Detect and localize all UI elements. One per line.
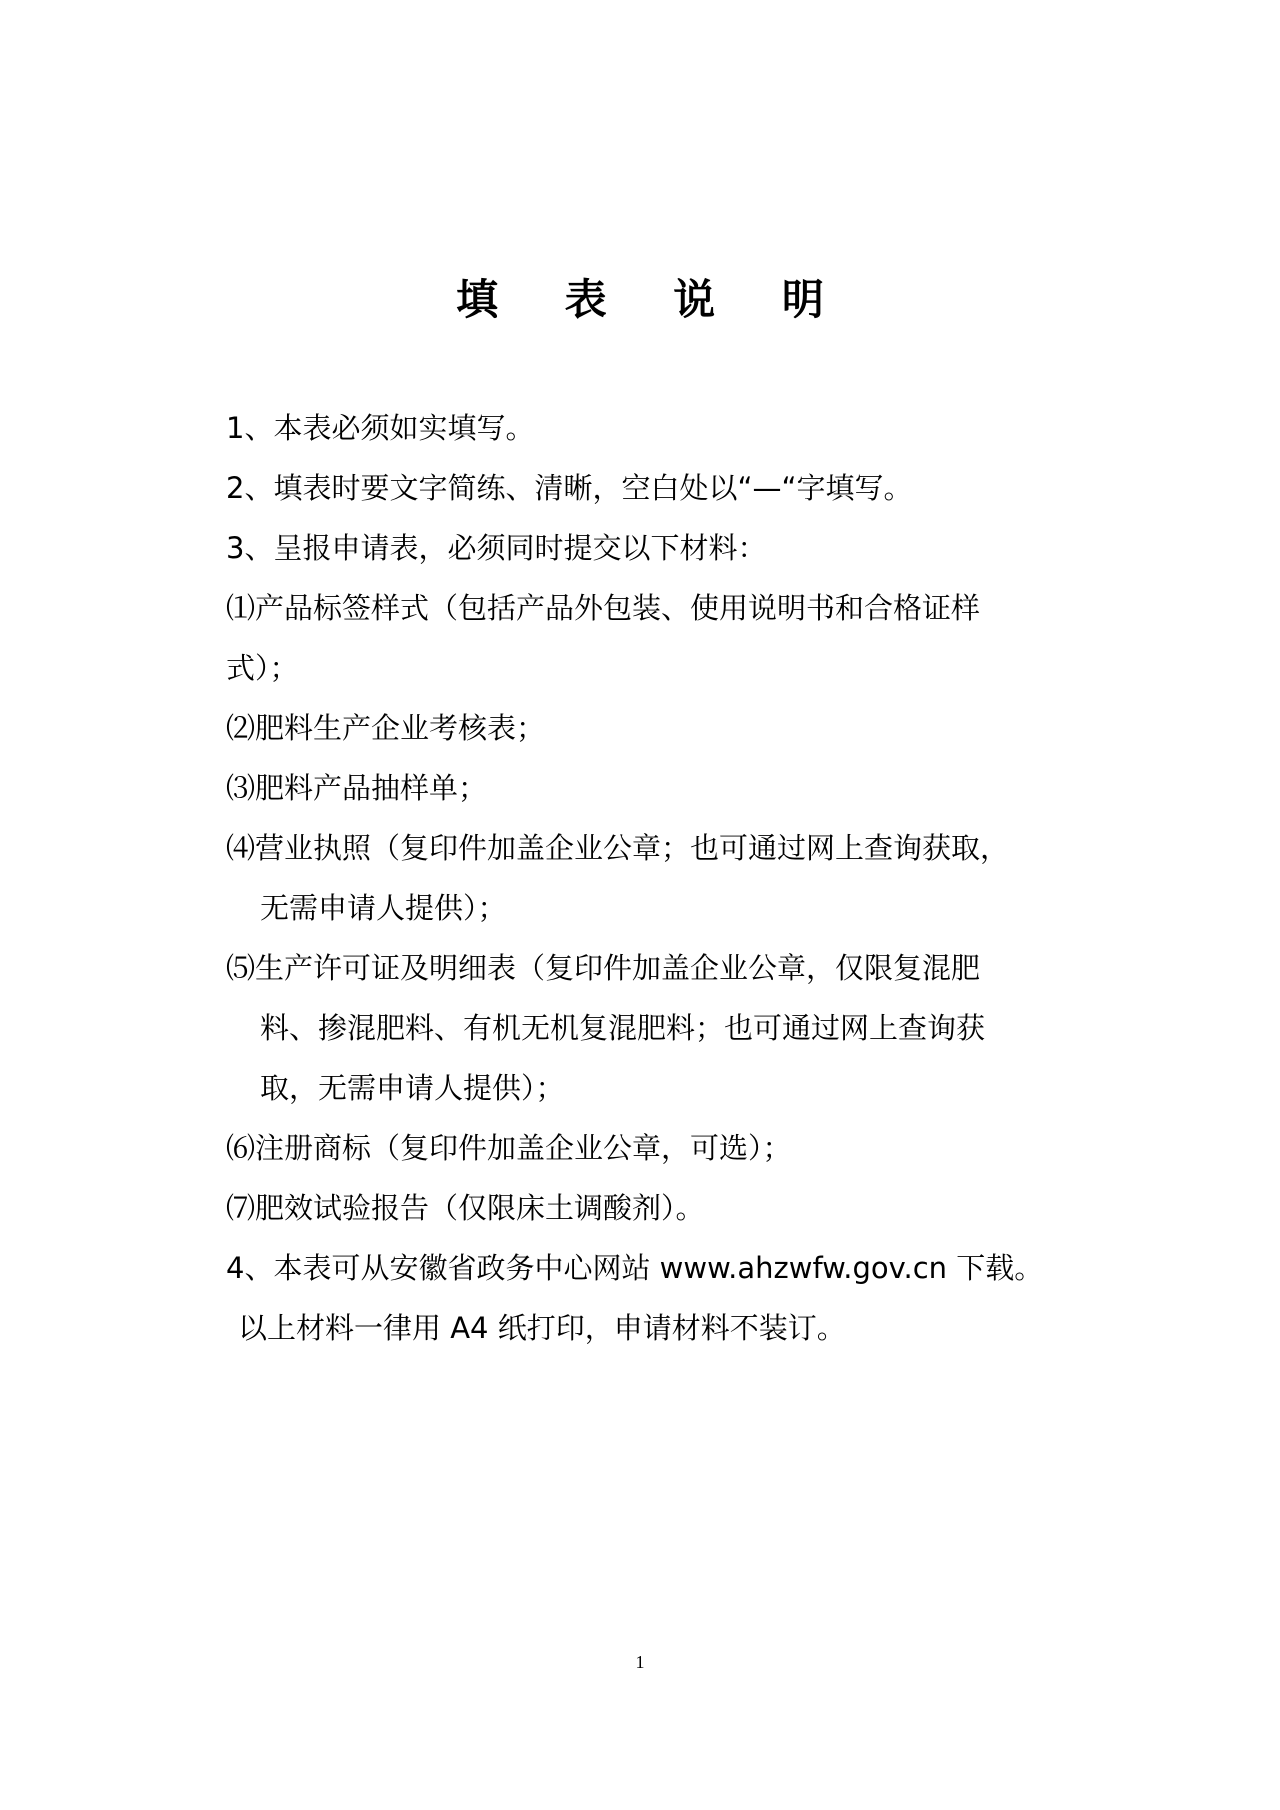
instruction-line-3: 3、呈报申请表，必须同时提交以下材料： — [226, 531, 767, 565]
material-item-2: ⑵肥料生产企业考核表； — [226, 711, 546, 745]
print-note: 以上材料一律用 A4 纸打印，申请材料不装订。 — [238, 1311, 846, 1345]
instruction-line-4: 4、本表可从安徽省政务中心网站 www.ahzwfw.gov.cn 下载。 — [226, 1251, 1044, 1285]
instructions-list — [226, 398, 1126, 1358]
material-item-5-cont-2: 取，无需申请人提供）； — [260, 1071, 565, 1105]
material-item-1-cont: 式）； — [226, 651, 299, 685]
material-item-1: ⑴产品标签样式（包括产品外包装、使用说明书和合格证样 — [226, 591, 981, 625]
instruction-line-2: 2、填表时要文字简练、清晰，空白处以“—“字填写。 — [226, 471, 913, 505]
material-item-3: ⑶肥料产品抽样单； — [226, 771, 488, 805]
material-item-7: ⑺肥效试验报告（仅限床土调酸剂）。 — [226, 1191, 705, 1225]
material-item-6: ⑹注册商标（复印件加盖企业公章，可选）； — [226, 1131, 792, 1165]
material-item-5: ⑸生产许可证及明细表（复印件加盖企业公章，仅限复混肥 — [226, 951, 981, 985]
material-item-4-cont: 无需申请人提供）； — [260, 891, 507, 925]
material-item-5-cont-1: 料、掺混肥料、有机无机复混肥料；也可通过网上查询获 — [260, 1011, 986, 1045]
instruction-line-1: 1、本表必须如实填写。 — [226, 411, 535, 445]
page-title: 填 表 说 明 — [456, 275, 850, 324]
page-number: 1 — [635, 1652, 645, 1672]
material-item-4: ⑷营业执照（复印件加盖企业公章；也可通过网上查询获取， — [226, 831, 1010, 865]
